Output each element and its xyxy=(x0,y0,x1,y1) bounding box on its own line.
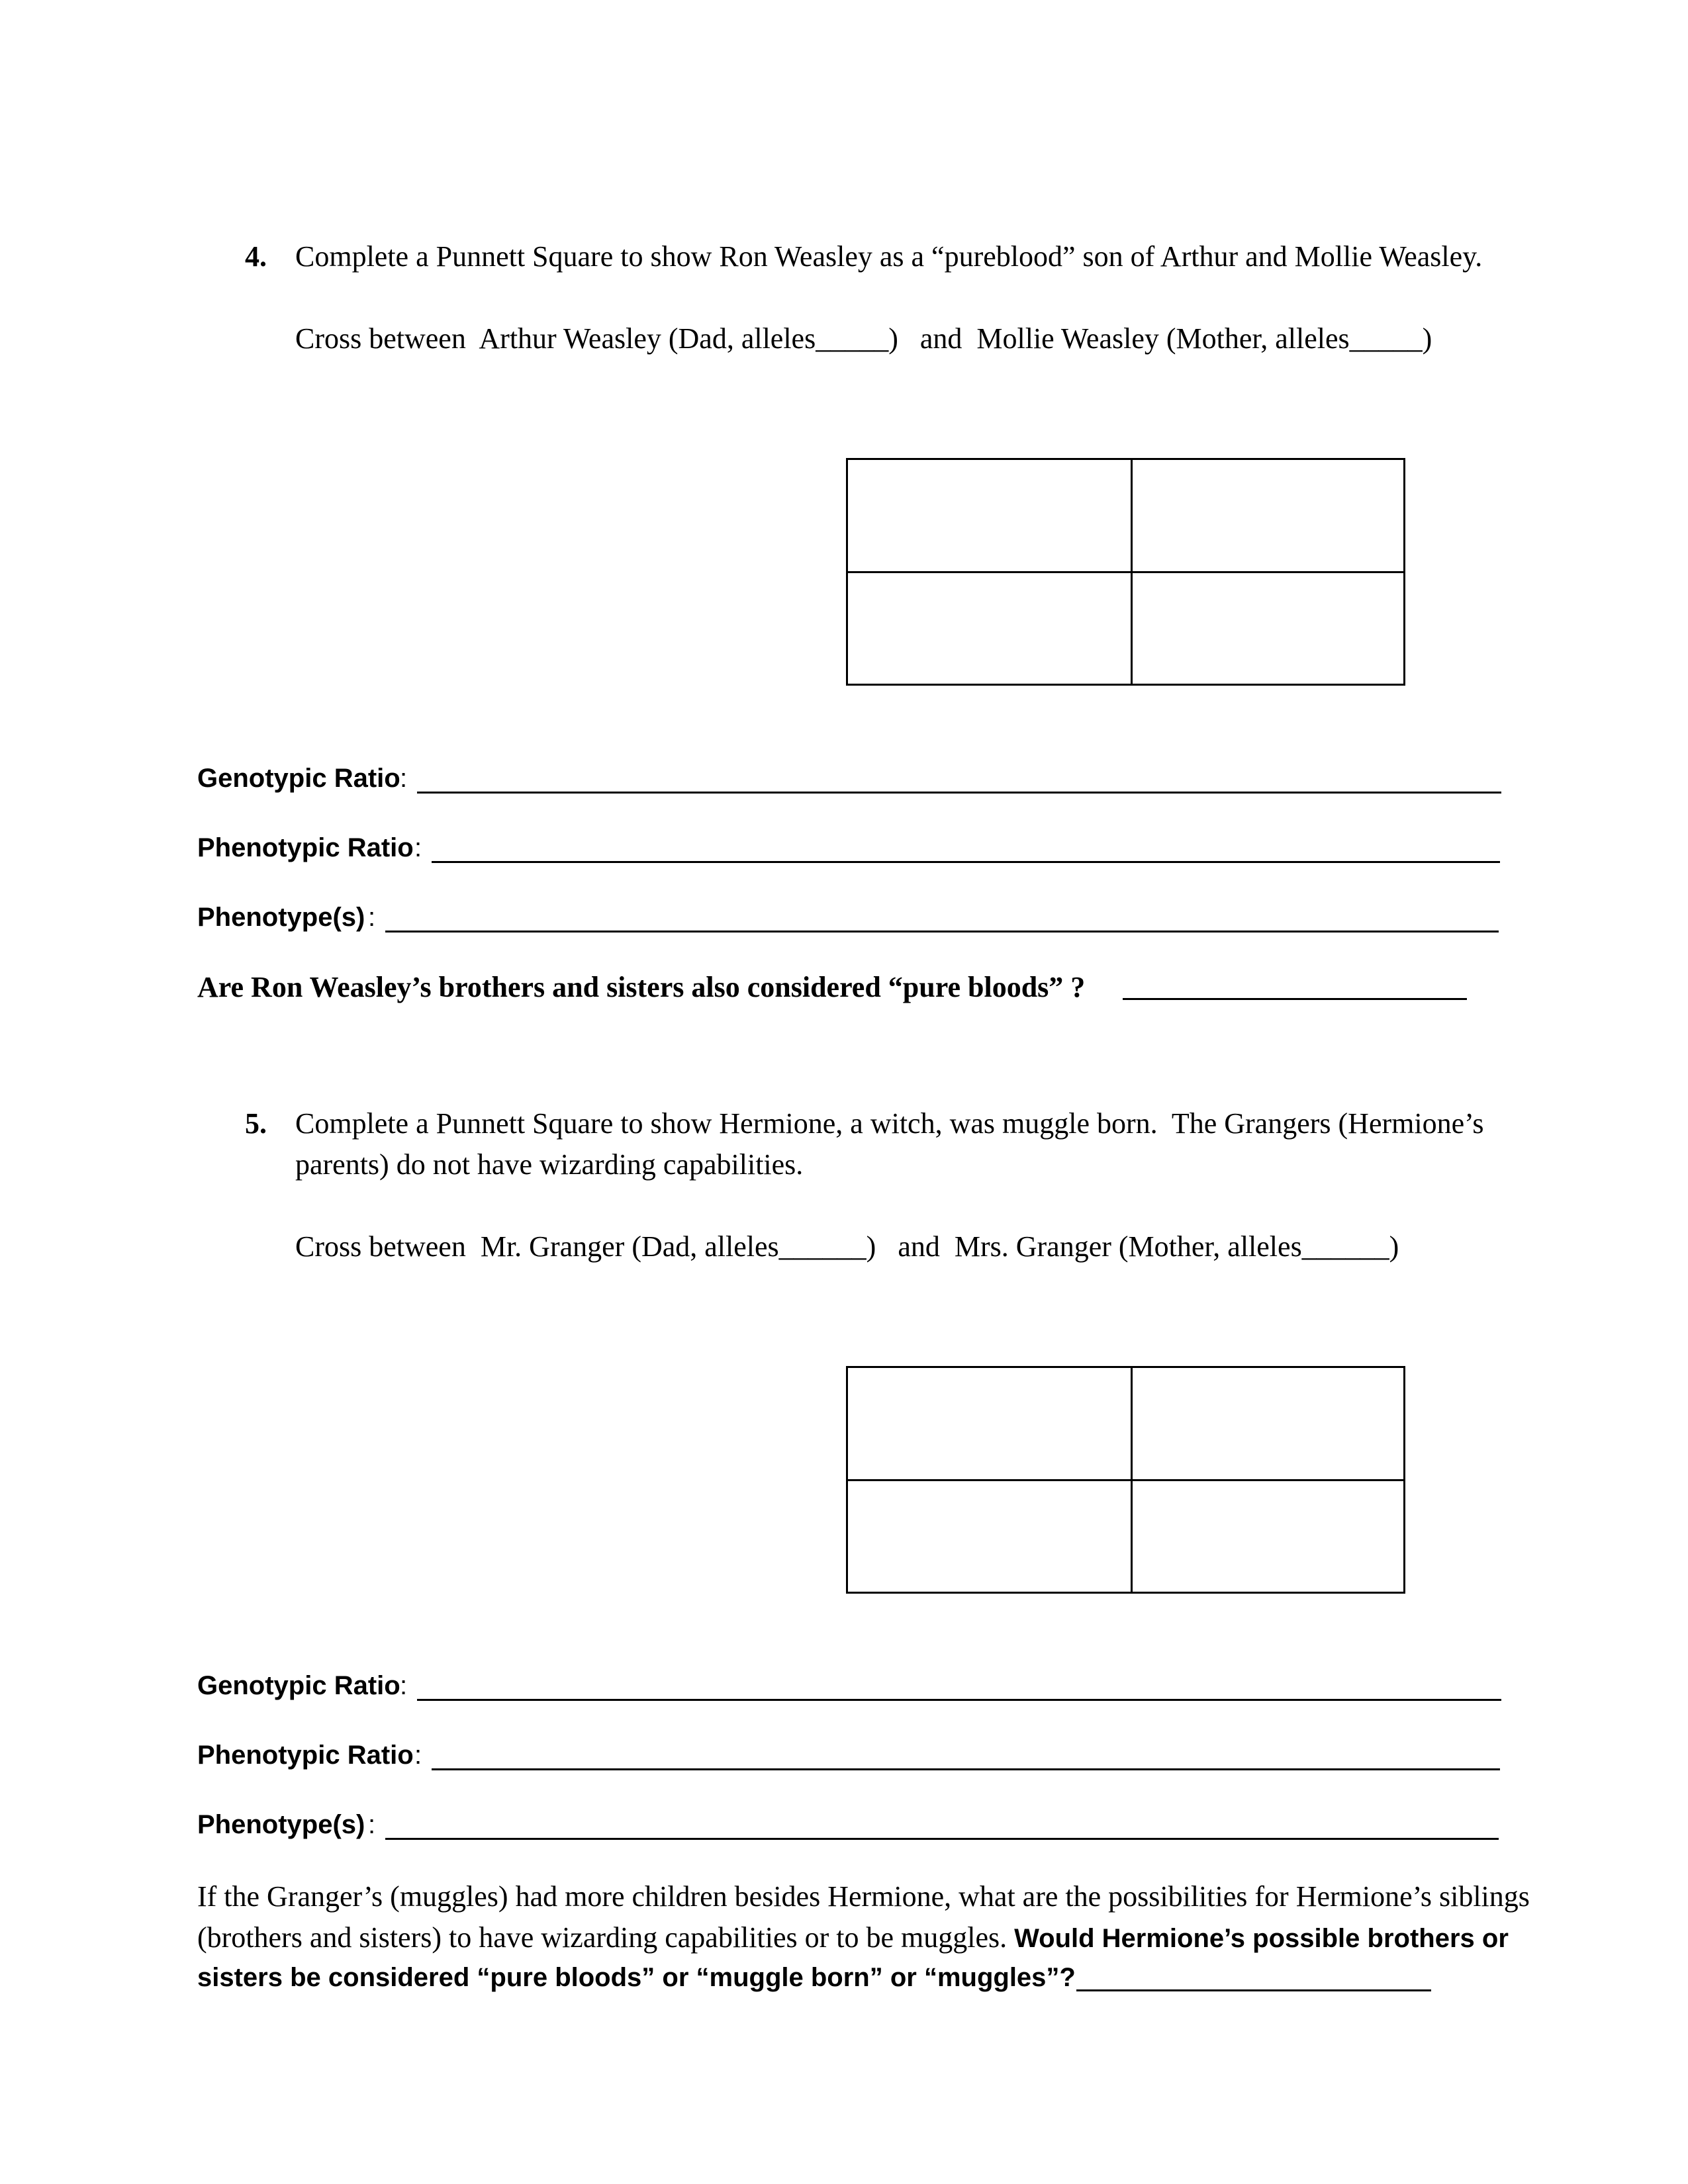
phenotypes-label: Phenotype(s) xyxy=(197,903,365,932)
colon: : xyxy=(368,903,376,932)
closing-line-2 xyxy=(197,1923,1509,1952)
closing-line-2-bold: Would Hermione’s possible brothers or xyxy=(1014,1924,1509,1953)
closing-line-2-regular: (brothers and sisters) to have wizarding capabilities or to be muggles. xyxy=(197,1921,1015,1954)
question-number: 4. xyxy=(245,240,267,273)
cross-line: Cross between Arthur Weasley (Dad, alleles_____) and Mollie Weasley (Mother, alleles_____) xyxy=(295,322,1432,355)
colon: : xyxy=(414,833,422,862)
closing-answer-line[interactable] xyxy=(1076,1989,1431,1991)
question-prompt-line-1: Complete a Punnett Square to show Hermione, a witch, was muggle born. The Grangers (Hermione’s xyxy=(295,1107,1484,1140)
phenotypic-ratio-label: Phenotypic Ratio xyxy=(197,1741,414,1770)
genotypic-ratio-label: Genotypic Ratio xyxy=(197,764,400,793)
question-prompt: Complete a Punnett Square to show Ron Weasley as a “pureblood” son of Arthur and Mollie Weasley. xyxy=(295,240,1483,273)
punnett-square[interactable] xyxy=(846,1366,1405,1594)
colon: : xyxy=(414,1741,422,1770)
punnett-square[interactable] xyxy=(846,458,1405,686)
phenotypic-ratio-answer-line[interactable] xyxy=(432,861,1500,863)
genotypic-ratio-answer-line[interactable] xyxy=(417,792,1501,794)
colon: : xyxy=(400,764,408,793)
phenotypes-label: Phenotype(s) xyxy=(197,1810,365,1839)
siblings-answer-line[interactable] xyxy=(1123,998,1467,1000)
colon: : xyxy=(368,1810,376,1839)
punnett-divider-horizontal xyxy=(848,571,1403,573)
cross-line: Cross between Mr. Granger (Dad, alleles______) and Mrs. Granger (Mother, alleles______) xyxy=(295,1230,1399,1263)
phenotypes-answer-line[interactable] xyxy=(385,931,1499,933)
closing-line-3: sisters be considered “pure bloods” or “muggle born” or “muggles”? xyxy=(197,1963,1083,1992)
colon: : xyxy=(400,1671,408,1700)
phenotypic-ratio-answer-line[interactable] xyxy=(432,1768,1500,1770)
question-number: 5. xyxy=(245,1107,267,1140)
closing-line-1: If the Granger’s (muggles) had more children besides Hermione, what are the possibilities for Hermione’s siblings xyxy=(197,1880,1530,1913)
siblings-question: Are Ron Weasley’s brothers and sisters also considered “pure bloods” ? xyxy=(197,971,1086,1003)
phenotypes-answer-line[interactable] xyxy=(385,1838,1499,1840)
genotypic-ratio-answer-line[interactable] xyxy=(417,1699,1501,1701)
question-prompt-line-2: parents) do not have wizarding capabilities. xyxy=(295,1148,804,1181)
genotypic-ratio-label: Genotypic Ratio xyxy=(197,1671,400,1700)
punnett-divider-horizontal xyxy=(848,1479,1403,1481)
phenotypic-ratio-label: Phenotypic Ratio xyxy=(197,833,414,862)
